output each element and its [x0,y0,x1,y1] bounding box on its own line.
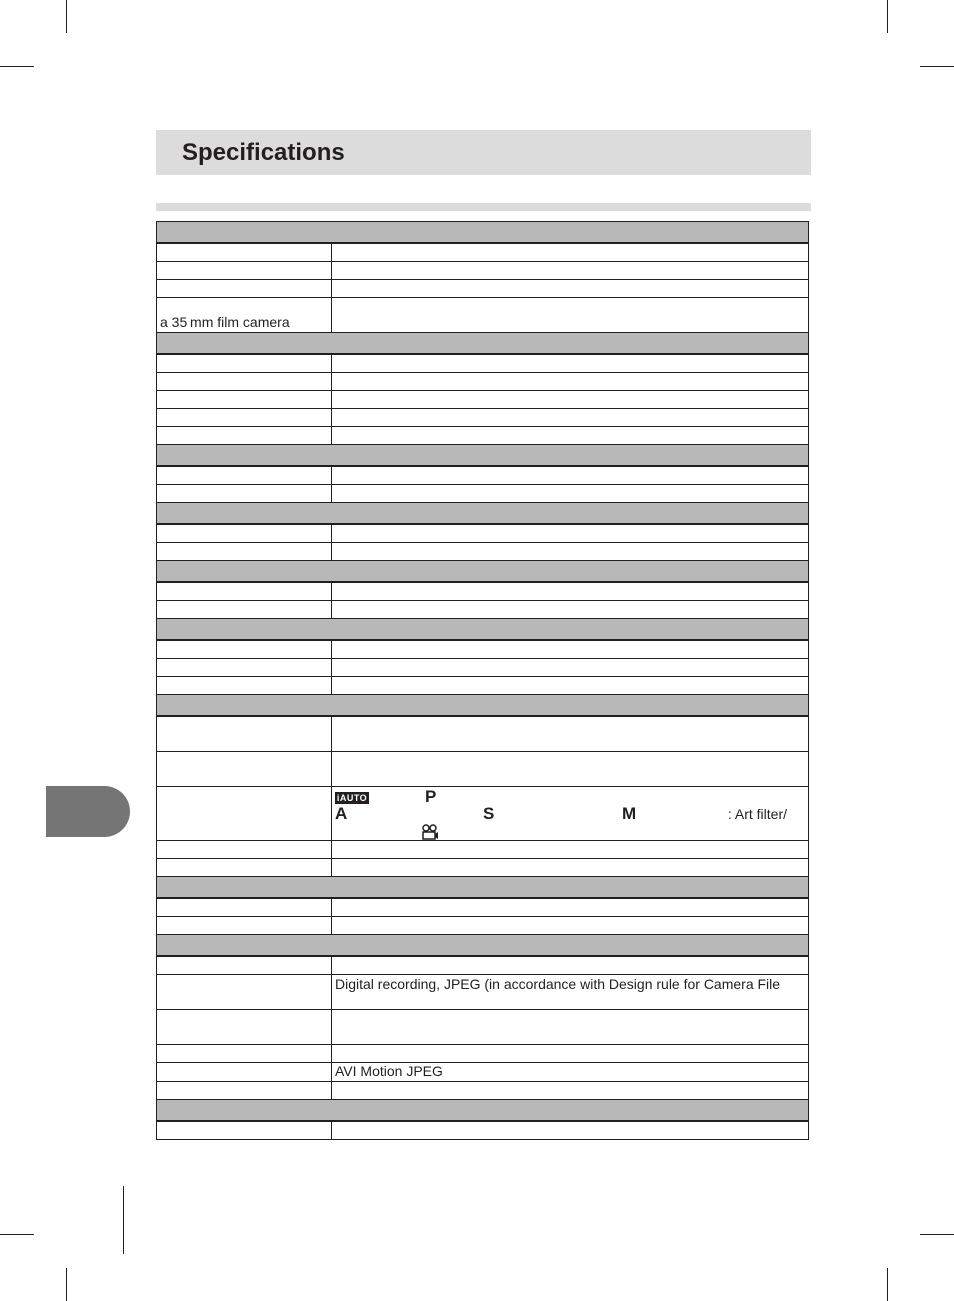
section-header [157,561,809,583]
table-row [157,898,809,917]
crop-mark [887,0,888,33]
crop-mark [0,1234,34,1235]
table-row [157,427,809,445]
table-row [157,373,809,391]
section-header [157,503,809,525]
table-row [157,391,809,409]
crop-mark [887,1268,888,1301]
crop-mark [920,1234,954,1235]
auto-mode-icon: iAUTO [336,792,368,803]
mode-p-label: P [425,786,437,806]
chapter-tab [46,786,130,837]
table-row [157,974,809,1009]
spec-table [156,221,809,1140]
crop-mark [66,1268,67,1301]
table-row [157,524,809,543]
section-header [157,876,809,898]
table-row [157,1121,809,1140]
section-header [157,934,809,956]
table-cell-text: a 35 mm film camera [160,314,290,330]
table-row [157,840,809,858]
mode-a-label: A [335,803,348,823]
mode-m-label: M [622,803,637,823]
section-header [157,333,809,355]
table-row [157,485,809,503]
table-row [157,1044,809,1062]
table-row [157,751,809,786]
section-header [157,222,809,244]
crop-mark [920,66,954,67]
table-row [157,786,809,840]
table-row [157,858,809,876]
mode-s-label: S [483,803,495,823]
table-cell-text: Digital recording, JPEG (in accordance with Design rule for Camera File [335,975,781,992]
table-row [157,956,809,975]
table-row [157,916,809,934]
page-title: Specifications [182,139,345,166]
table-row [157,659,809,677]
table-row [157,716,809,751]
movie-mode-icon [421,824,439,840]
section-header [157,619,809,641]
table-row [157,280,809,298]
table-row [157,262,809,280]
table-row [157,243,809,262]
table-row [157,543,809,561]
crop-mark [66,0,67,33]
section-divider-bar [156,203,811,211]
table-row [157,466,809,485]
crop-mark [0,66,34,67]
table-row [157,1081,809,1099]
art-filter-text: : Art filter/ [727,805,787,822]
table-row [157,677,809,695]
page-edge-line [123,1186,124,1254]
section-header [157,1099,809,1121]
table-row [157,640,809,659]
table-row [157,298,809,333]
title-bar [156,130,811,175]
table-row [157,1009,809,1044]
table-row [157,354,809,373]
table-cell-text: AVI Motion JPEG [335,1062,443,1079]
table-row [157,1062,809,1081]
table-row [157,582,809,601]
section-header [157,445,809,467]
table-row [157,409,809,427]
table-row [157,601,809,619]
section-header [157,695,809,717]
